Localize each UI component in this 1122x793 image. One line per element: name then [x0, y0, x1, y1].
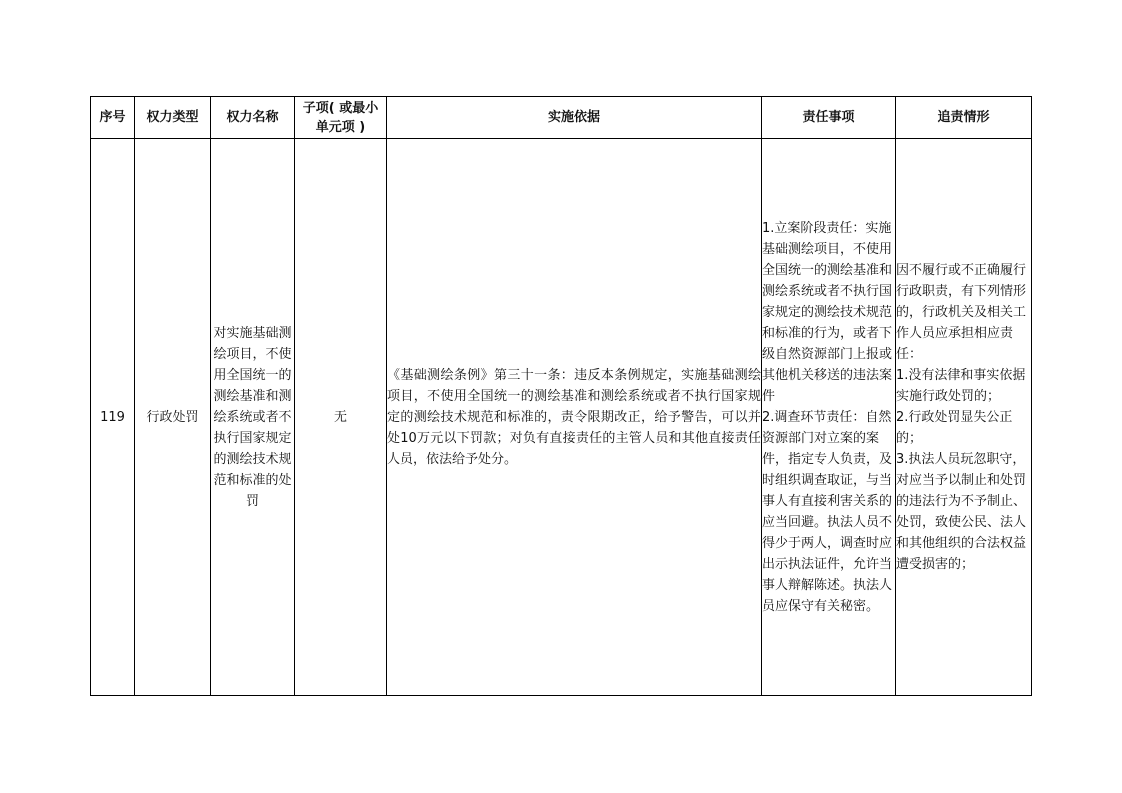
header-power-type: 权力类型 — [135, 97, 211, 139]
responsibility-item: 2.调查环节责任：自然资源部门对立案的案件，指定专人负责，及时组织调查取证，与当事人有直接利害关系的应当回避。执法人员不得少于两人，调查时应出示执法证件，允许当事人辩解陈述。执法人员应保守有关秘密。 — [762, 409, 893, 614]
header-basis: 实施依据 — [387, 97, 762, 139]
accountability-intro: 因不履行或不正确履行行政职责，有下列情形的，行政机关及相关工作人员应承担相应责任： — [896, 262, 1027, 362]
cell-seq: 119 — [91, 139, 135, 696]
cell-responsibility — [762, 139, 896, 696]
accountability-item: 2.行政处罚显失公正的； — [896, 409, 1013, 446]
power-list-table — [90, 96, 1032, 696]
table-row — [91, 139, 1032, 696]
header-responsibility: 责任事项 — [762, 97, 896, 139]
header-seq: 序号 — [91, 97, 135, 139]
cell-accountability — [896, 139, 1032, 696]
header-sub-item — [295, 97, 387, 139]
cell-basis: 《基础测绘条例》第三十一条：违反本条例规定，实施基础测绘项目，不使用全国统一的测绘基准和测绘系统或者不执行国家规定的测绘技术规范和标准的，责令限期改正，给予警告，可以并处10万元以下罚款；对负有直接责任的主管人员和其他直接责任人员，依法给予处分。 — [387, 139, 762, 696]
header-sub-item-line-2: 单元项 ) — [315, 119, 366, 135]
accountability-item: 3.执法人员玩忽职守，对应当予以制止和处罚的违法行为不予制止、处罚，致使公民、法人和其他组织的合法权益遭受损害的； — [896, 451, 1027, 572]
accountability-item: 1.没有法律和事实依据实施行政处罚的； — [896, 367, 1026, 404]
responsibility-item: 1.立案阶段责任：实施基础测绘项目，不使用全国统一的测绘基准和测绘系统或者不执行国家规定的测绘技术规范和标准的行为，或者下级自然资源部门上报或其他机关移送的违法案件 — [762, 220, 893, 404]
table-header-row — [91, 97, 1032, 139]
cell-power-type: 行政处罚 — [135, 139, 211, 696]
header-sub-item-line-1: 子项( 或最小 — [302, 100, 379, 116]
header-accountability: 追责情形 — [896, 97, 1032, 139]
header-power-name: 权力名称 — [211, 97, 295, 139]
cell-sub-item: 无 — [295, 139, 387, 696]
cell-power-name: 对实施基础测绘项目，不使用全国统一的测绘基准和测绘系统或者不执行国家规定的测绘技术规范和标准的处罚 — [211, 139, 295, 696]
